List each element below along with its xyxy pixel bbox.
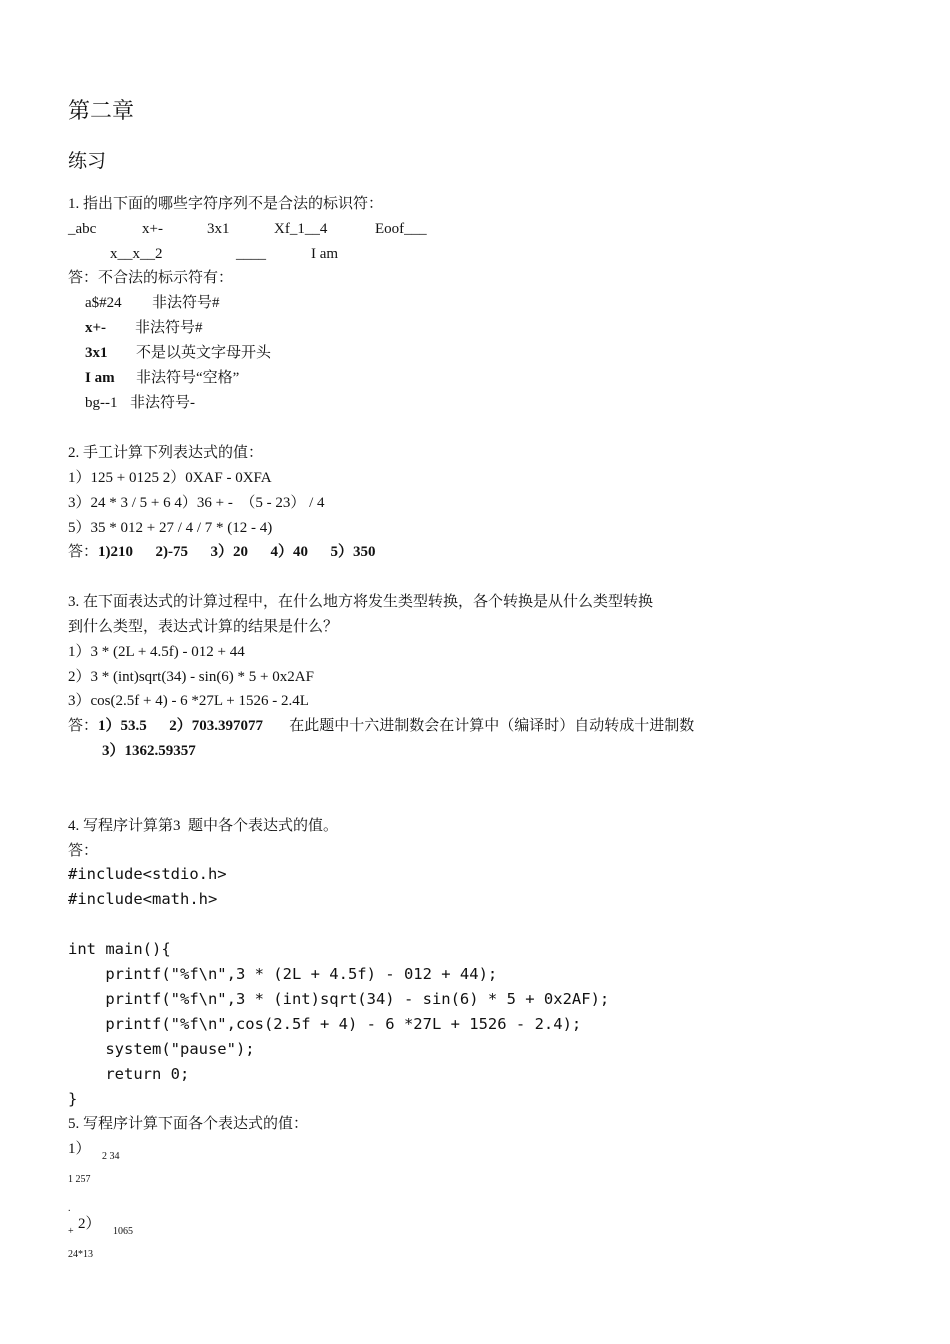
invalid-reason: 非法符号# xyxy=(152,295,220,311)
q5-item-1-fragment: 1 257 xyxy=(68,1174,91,1185)
identifier: ____ xyxy=(236,246,266,262)
identifier: 3x1 xyxy=(207,221,230,237)
q2-expression-line: 5）35 * 012 + 27 / 4 / 7 * (12 - 4) xyxy=(68,520,273,536)
code-line: system("pause"); xyxy=(68,1040,255,1058)
q5-item-1-label: 1） xyxy=(68,1141,91,1157)
code-line: printf("%f\n",3 * (int)sqrt(34) - sin(6) * 5 + 0x2AF); xyxy=(68,990,610,1008)
invalid-identifier: I am xyxy=(85,370,115,386)
q1-question: 1. 指出下面的哪些字符序列不是合法的标识符： xyxy=(68,196,384,212)
q3-answer-line-2: 3）1362.59357 xyxy=(102,743,196,759)
q3-expression-line: 2）3 * (int)sqrt(34) - sin(6) * 5 + 0x2AF xyxy=(68,669,314,685)
invalid-identifier: bg--1 xyxy=(85,395,118,411)
invalid-reason: 非法符号# xyxy=(135,320,203,336)
q2-expression-line: 3）24 * 3 / 5 + 6 4）36 + - （5 - 23） / 4 xyxy=(68,495,325,511)
q5-item-2-label: 2） xyxy=(78,1216,101,1232)
code-line: int main(){ xyxy=(68,940,171,958)
answer-values: 1)210 2)-75 3）20 4）40 5）350 xyxy=(98,544,376,560)
q5-item-1-fragment: 2 34 xyxy=(102,1151,120,1162)
code-line: #include<stdio.h> xyxy=(68,865,227,883)
identifier: Eoof___ xyxy=(375,221,427,237)
q5-plus: + xyxy=(68,1226,74,1237)
chapter-title: 第二章 xyxy=(68,98,135,123)
answer-note: 在此题中十六进制数会在计算中（编译时）自动转成十进制数 xyxy=(289,718,695,734)
section-title: 练习 xyxy=(68,150,107,172)
identifier: x__x__2 xyxy=(110,246,163,262)
code-line: #include<math.h> xyxy=(68,890,218,908)
q5-dot: . xyxy=(68,1203,71,1214)
identifier: _abc xyxy=(68,221,97,237)
q4-question: 4. 写程序计算第3 题中各个表达式的值。 xyxy=(68,818,339,834)
q3-question-line-2: 到什么类型，表达式计算的结果是什么？ xyxy=(68,619,339,635)
identifier: I am xyxy=(311,246,339,262)
invalid-identifier: 3x1 xyxy=(85,345,108,361)
code-line: } xyxy=(68,1090,78,1108)
q2-question: 2. 手工计算下列表达式的值： xyxy=(68,445,264,461)
invalid-identifier: x+- xyxy=(85,320,107,336)
answer-prefix: 答： xyxy=(68,718,99,734)
q2-answer xyxy=(68,542,376,562)
q1-answer-intro: 答：不合法的标示符有： xyxy=(68,270,234,286)
code-line: printf("%f\n",3 * (2L + 4.5f) - 012 + 44); xyxy=(68,965,498,983)
q5-question: 5. 写程序计算下面各个表达式的值： xyxy=(68,1116,309,1132)
answer-prefix: 答： xyxy=(68,544,99,560)
q3-expression-line: 1）3 * (2L + 4.5f) - 012 + 44 xyxy=(68,644,245,660)
answer-values: 1）53.5 2）703.397077 xyxy=(98,718,264,734)
identifier: Xf_1__4 xyxy=(274,221,328,237)
code-line: return 0; xyxy=(68,1065,190,1083)
code-line: printf("%f\n",cos(2.5f + 4) - 6 *27L + 1526 - 2.4); xyxy=(68,1015,582,1033)
q3-question-line-1: 3. 在下面表达式的计算过程中，在什么地方将发生类型转换，各个转换是从什么类型转换 xyxy=(68,594,654,610)
invalid-reason: 非法符号“空格” xyxy=(136,370,240,386)
identifier: x+- xyxy=(142,221,163,237)
q5-item-2-fragment: 24*13 xyxy=(68,1249,93,1260)
invalid-reason: 非法符号- xyxy=(130,395,195,411)
q5-item-2-fragment: 1065 xyxy=(113,1226,133,1237)
q2-expression-line: 1）125 + 0125 2）0XAF - 0XFA xyxy=(68,470,272,486)
q3-expression-line: 3）cos(2.5f + 4) - 6 *27L + 1526 - 2.4L xyxy=(68,693,309,709)
q4-answer-prefix: 答： xyxy=(68,843,99,859)
invalid-identifier: a$#24 xyxy=(85,295,122,311)
invalid-reason: 不是以英文字母开头 xyxy=(136,345,272,361)
q3-answer xyxy=(68,716,694,736)
